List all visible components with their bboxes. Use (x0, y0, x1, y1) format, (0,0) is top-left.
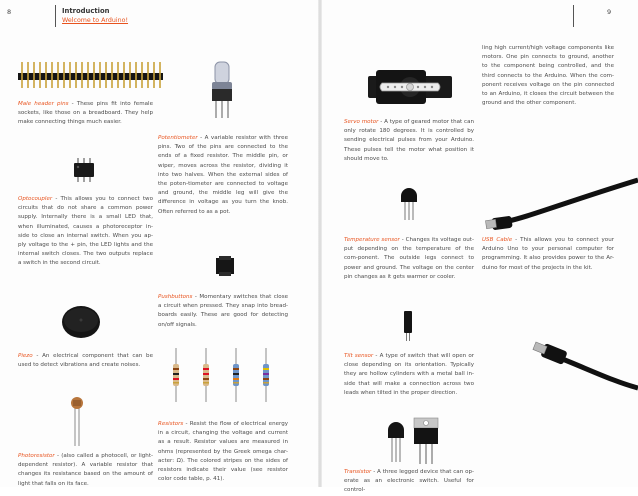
component-term: Pushbuttons (158, 294, 193, 300)
component-resistors (158, 420, 288, 484)
optocoupler-icon (73, 158, 95, 182)
component-description: ling high current/high voltage components like motors. One pin connects to ground, another to the component being controlled, and the third connects to the Arduino. When the com-ponent receives voltage on the pin connected to an Arduino, it closes the circuit between the ground and the other component. (482, 45, 614, 107)
component-term: Potentiometer (158, 135, 198, 141)
component-pushbuttons (158, 293, 288, 330)
component-description: - A type of switch that will open or close depending on its orientation. Typically they are hollow cylinders with a metal ball in-side that will make a connection across two leads when tilted in the proper direction. (344, 353, 474, 396)
component-term: Servo motor (344, 119, 379, 125)
component-optocoupler (18, 195, 153, 269)
component-description: - Changes its voltage out-put depending on the temperature of the com-ponent. The outside legs connect to power and ground. The voltage on the center pin changes as it gets warmer or cooler. (344, 237, 474, 280)
component-term: Optocoupler (18, 196, 53, 202)
header-divider (55, 5, 56, 27)
photoresistor-icon (70, 396, 84, 446)
component-description: - These pins fit into female sockets, like those on a breadboard. They help make connecting things much easier. (18, 101, 153, 126)
header-divider-right (573, 5, 574, 27)
component-description: - A three legged device that can op-erate as an electronic switch. Useful for control- (344, 469, 474, 494)
temperature-sensor-icon (400, 186, 418, 220)
component-usb-cable (482, 236, 614, 273)
component-term: Resistors (158, 421, 184, 427)
right-page-number: 9 (607, 8, 612, 16)
component-term: USB Cable (482, 237, 513, 243)
component-description: - (also called a photocell, or light-dependent resistor). A variable resistor that changes its resistance based on the amount of light that falls on its face. (18, 453, 153, 487)
component-description: - Momentary switches that close a circuit when pressed. They snap into bread-boards easily. These are good for detecting on/off signals. (158, 294, 288, 328)
transistor-icon (388, 418, 444, 464)
left-page-number: 8 (7, 8, 12, 16)
male-header-pins-icon (18, 60, 163, 90)
component-transistor-continued (482, 44, 614, 108)
pushbutton-icon (216, 256, 234, 276)
component-transistor (344, 468, 474, 496)
component-term: Tilt sensor (344, 353, 374, 359)
component-term: Photoresistor (18, 453, 55, 459)
component-description: - Resist the flow of electrical energy in a circuit, changing the voltage and current as a result. Resistor values are measured in ohms (represented by the Greek omega char-acter: Ω). The colored stripes on the sides of resistors indicate their value (see resistor color code table, p. 41). (158, 421, 288, 483)
component-description: - A variable resistor with three pins. Two of the pins are connected to the ends of a fixed resistor. The middle pin, or wiper, moves across the resistor, dividing it into two halves. When the external sides of the poten-tiometer are connected to voltage and ground, the middle leg will give the difference in voltage as you turn the knob. Often referred to as a pot. (158, 135, 288, 215)
section-title: Introduction (62, 7, 110, 15)
servo-motor-icon (368, 62, 452, 112)
component-description: - This allows you to connect your Arduino Uno to your personal computer for programming. It also provides power to the Ar-duino for most of the projects in the kit. (482, 237, 614, 271)
component-term: Temperature sensor (344, 237, 400, 243)
component-term: Male header pins (18, 101, 69, 107)
book-gutter (318, 0, 322, 487)
component-description: - A type of geared motor that can only rotate 180 degrees. It is controlled by sending electrical pulses from your Arduino. These pulses tell the motor what position it should move to. (344, 119, 474, 162)
component-potentiometer (158, 134, 288, 217)
component-photoresistor (18, 452, 153, 489)
component-description: - This allows you to connect two circuits that do not share a common power supply. Internally there is a small LED that, when illuminated, causes a photoreceptor in-side to close an internal switch. When you ap-ply voltage to the + pin, the LED lights and the internal switch closes. The two outputs replace a switch in the second circuit. (18, 196, 153, 267)
section-subtitle[interactable]: Welcome to Arduino! (62, 17, 129, 24)
component-term: Piezo (18, 353, 33, 359)
component-piezo (18, 352, 153, 370)
piezo-icon (60, 300, 102, 340)
usb-cable-icon (486, 180, 638, 238)
component-servo-motor (344, 118, 474, 164)
tilt-sensor-icon (403, 311, 413, 341)
component-temperature-sensor (344, 236, 474, 282)
component-tilt-sensor (344, 352, 474, 398)
component-description: - An electrical component that can be used to detect vibrations and create noises. (18, 353, 153, 369)
component-male-header-pins (18, 100, 153, 128)
component-term: Transistor (344, 469, 372, 475)
usb-cable-plug-icon (530, 330, 638, 390)
potentiometer-icon (207, 60, 237, 120)
resistors-icon (166, 348, 276, 402)
